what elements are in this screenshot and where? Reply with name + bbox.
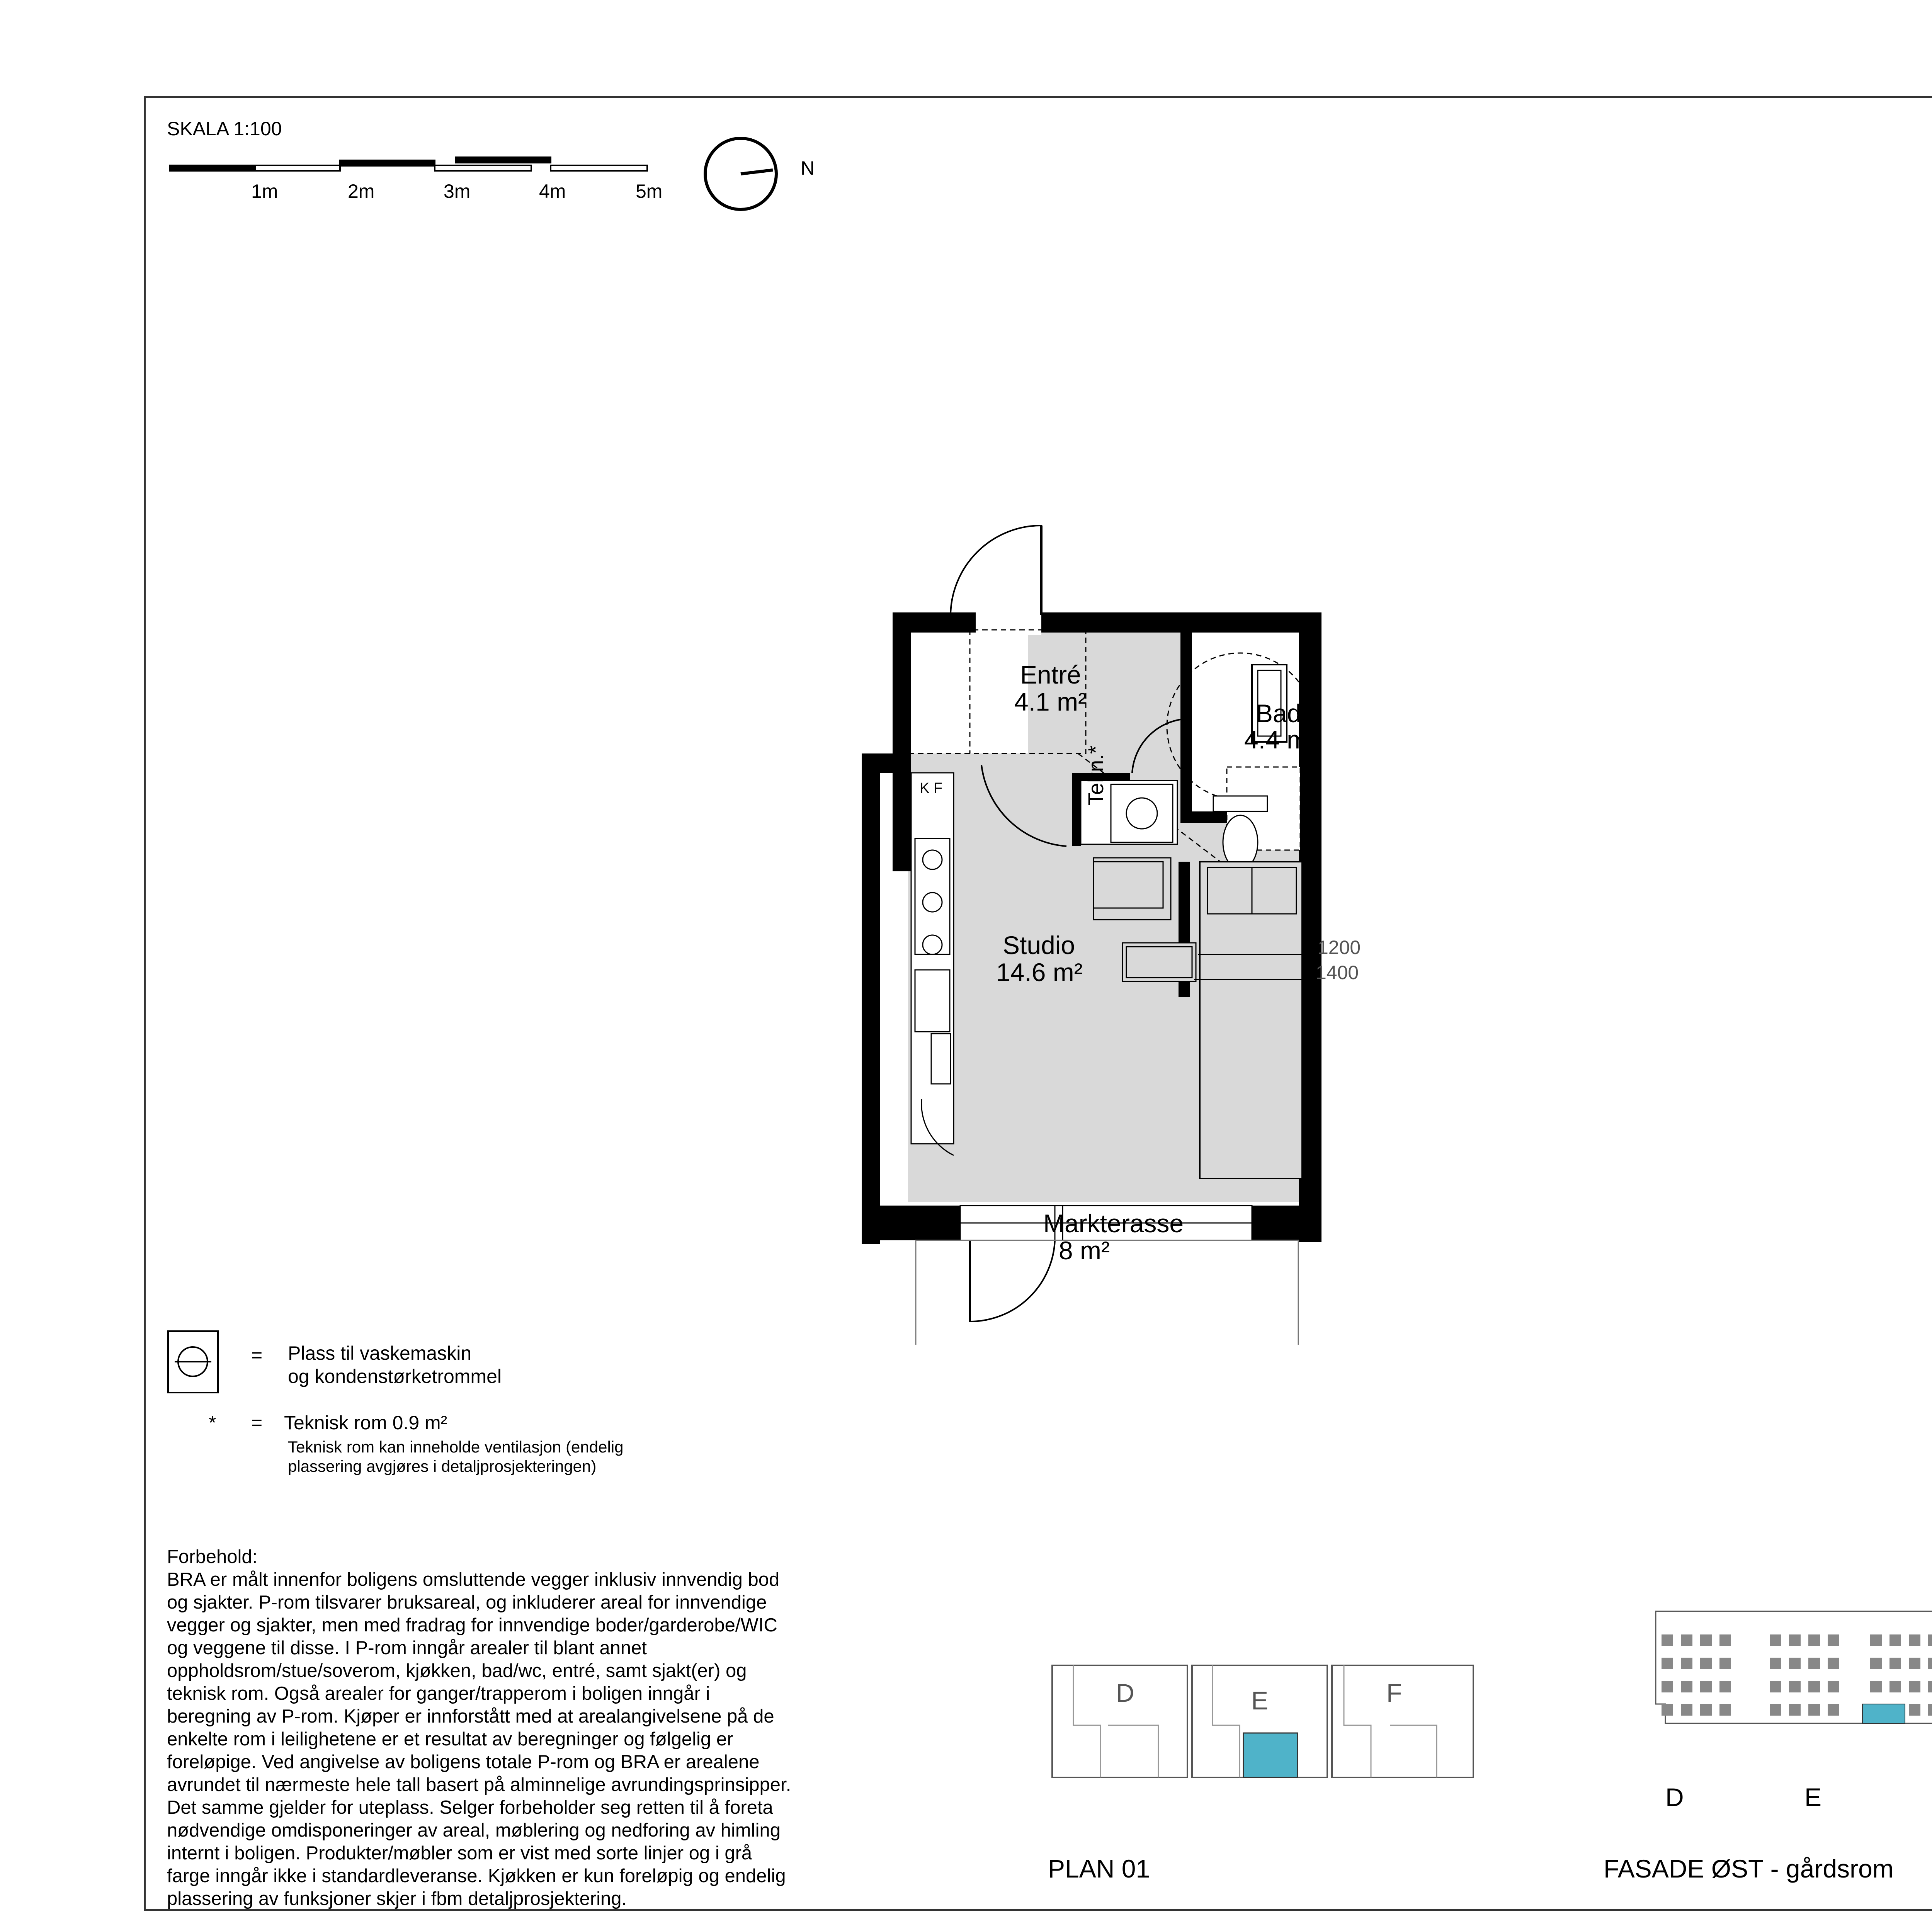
scale-tick-5: 5m [636,180,663,202]
scale-tick-1: 1m [251,180,278,202]
legend-wash-symbol [167,1330,219,1394]
room-terrace-area: 8 m² [1059,1236,1110,1265]
plan01-caption: PLAN 01 [1048,1854,1150,1883]
room-entre-name: Entré [1020,660,1081,689]
plan01-label-e: E [1251,1686,1269,1715]
room-entre-area: 4.1 m² [1014,687,1087,716]
disclaimer-line: teknisk rom. Også arealer for ganger/trapperom i boligen inngår i [167,1683,710,1704]
dim-1400: 1400 [1316,962,1359,983]
room-terrace-name: Markterasse [1043,1209,1184,1238]
room-bad-name: Bad [1256,699,1301,728]
legend-wash-line1: Plass til vaskemaskin [288,1342,472,1364]
legend-tech-title: Teknisk rom 0.9 m² [284,1412,447,1434]
scale-tick-2: 2m [348,180,375,202]
scale-label: SKALA 1:100 [167,118,282,139]
disclaimer-line: Det samme gjelder for uteplass. Selger forbeholder seg retten til å foreta [167,1797,773,1818]
legend-eq-2: = [251,1412,263,1434]
disclaimer-line: internt i boligen. Produkter/møbler som er vist med sorte linjer og i grå [167,1843,752,1864]
north-label: N [801,157,815,179]
disclaimer-line: enkelte rom i leilighetene er et resultat av beregninger og følgelig er [167,1729,733,1750]
legend-eq-1: = [251,1344,263,1366]
plan01-label-f: F [1386,1679,1402,1707]
room-tekn-label: Tekn.* [1083,745,1108,806]
disclaimer-line: foreløpige. Ved angivelse av boligens totale P-rom og BRA er arealene [167,1752,760,1772]
legend-tech-line1: Teknisk rom kan inneholde ventilasjon (endelig [288,1438,624,1456]
disclaimer-line: vegger og sjakter, men med fradrag for innvendige boder/garderobe/WIC [167,1615,777,1636]
facade-label-e: E [1804,1783,1822,1811]
disclaimer-line: plassering av funksjoner skjer i fbm detaljprosjektering. [167,1888,627,1909]
disclaimer-line: avrundet til nærmeste hele tall basert på alminnelige avrundingsprinsipper. [167,1774,791,1795]
disclaimer [167,1546,862,1910]
room-bad-area: 4.4 m² [1244,725,1317,754]
facade-label-d: D [1665,1783,1684,1811]
facade-caption: FASADE ØST - gårdsrom [1604,1854,1894,1883]
floor-plan [850,502,1422,1345]
plan01-mini [1050,1663,1475,1783]
room-studio-area: 14.6 m² [996,958,1083,986]
room-studio-name: Studio [1003,931,1075,959]
disclaimer-heading: Forbehold: [167,1546,258,1567]
legend-wash-line2: og kondenstørketrommel [288,1366,502,1387]
disclaimer-line: oppholdsrom/stue/soverom, kjøkken, bad/wc, entré, samt sjakt(er) og [167,1660,747,1681]
disclaimer-line: farge inngår ikke i standardleveranse. Kjøkken er kun foreløpig og endelig [167,1866,786,1886]
facade-drawing [1654,1607,1932,1811]
dim-1200: 1200 [1318,937,1361,958]
disclaimer-line: og veggene til disse. I P-rom inngår arealer til blant annet [167,1638,647,1658]
scale-tick-3: 3m [444,180,471,202]
kf-label: K F [920,780,943,796]
disclaimer-line: og sjakter. P-rom tilsvarer bruksareal, og inkluderer areal for innvendige [167,1592,767,1613]
legend-tech-line2: plassering avgjøres i detaljprosjekteringen) [288,1457,597,1475]
legend-star: * [209,1412,216,1434]
disclaimer-line: beregning av P-rom. Kjøper er innforstått med at arealangivelsene på de [167,1706,774,1727]
plan01-label-d: D [1116,1679,1134,1707]
disclaimer-line: nødvendige omdisponeringer av areal, møblering og nedforing av himling [167,1820,781,1841]
disclaimer-line: BRA er målt innenfor boligens omsluttende vegger inklusiv innvendig bod [167,1569,780,1590]
scale-tick-4: 4m [539,180,566,202]
